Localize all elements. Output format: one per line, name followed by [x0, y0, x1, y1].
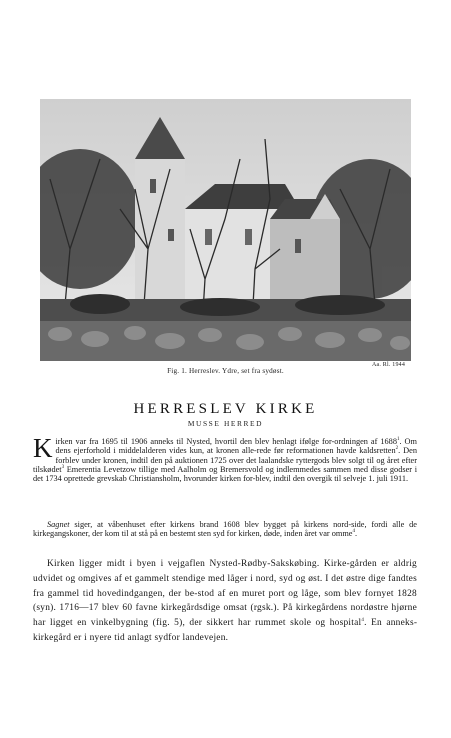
photo-credit: Aa. Rl. 1944	[372, 362, 406, 368]
footnote-ref: 4	[352, 529, 355, 535]
page-subtitle: MUSSE HERRED	[187, 419, 264, 428]
footnote-ref: 2	[395, 446, 399, 452]
church-photograph	[40, 99, 411, 361]
footnote-ref: 3	[61, 465, 65, 471]
footnote-ref: 4	[361, 618, 365, 624]
legend-paragraph: Sagnet siger, at våbenhuset efter kirkens brand 1608 blev bygget på kirkens nord-side, fordi alle de kirkegangskoner, der kom til at stå på en bestemt sten syd for kirken, døde, inden året var omme$^4$.	[33, 520, 417, 539]
page-title: HERRESLEV KIRKE	[133, 401, 318, 417]
intro-paragraph: Kirken var fra 1695 til 1906 anneks til Nysted, hvortil den blev henlagt ifølge for-ordningen af 1688$^1$. Om dens ejerforhold i middelalderen vides kun, at kronen alle-rede før reformationen havde kaldsretten$^2$. Den forblev under kronen, indtil den på auktionen 1725 over det laalandske ryttergods blev solgt til og året efter tilskødet$^3$ Emerentia Levetzow tillige med Aalholm og Bremersvold og indlemmedes sammen med disse godser i det 1734 oprettede grevskab Christiansholm, hvorunder kirken for-blev, indtil den overgik til selveje 1. juli 1911.	[33, 433, 418, 484]
location-paragraph: Kirken ligger midt i byen i vejgaflen Nysted-Rødby-Sakskøbing. Kirke-gården er aldrig udvidet og omgives af et gammelt stendige med låger i nord, syd og øst. I det østre dige fandtes fra gammel tid hovedindgangen, der be-stod af en muret port og låge, som blev fornyet 1828 (syn). 1716—17 blev 60 favne kirkegårdsdige omsat (rgsk.). På kirkegårdens nordøstre hjørne har ligget en vinkelbygning (fig. 5), der sikkert har rummet skole og hospital$^4$. En annekskirkegård er i nyere tid anlagt sydfor landevejen.	[33, 559, 417, 643]
drop-cap: K	[33, 433, 53, 463]
footnote-ref: 1	[396, 437, 400, 443]
figure-caption: Fig. 1. Herreslev. Ydre, set fra sydøst.	[167, 367, 284, 375]
lead-word: Sagnet	[47, 520, 70, 529]
